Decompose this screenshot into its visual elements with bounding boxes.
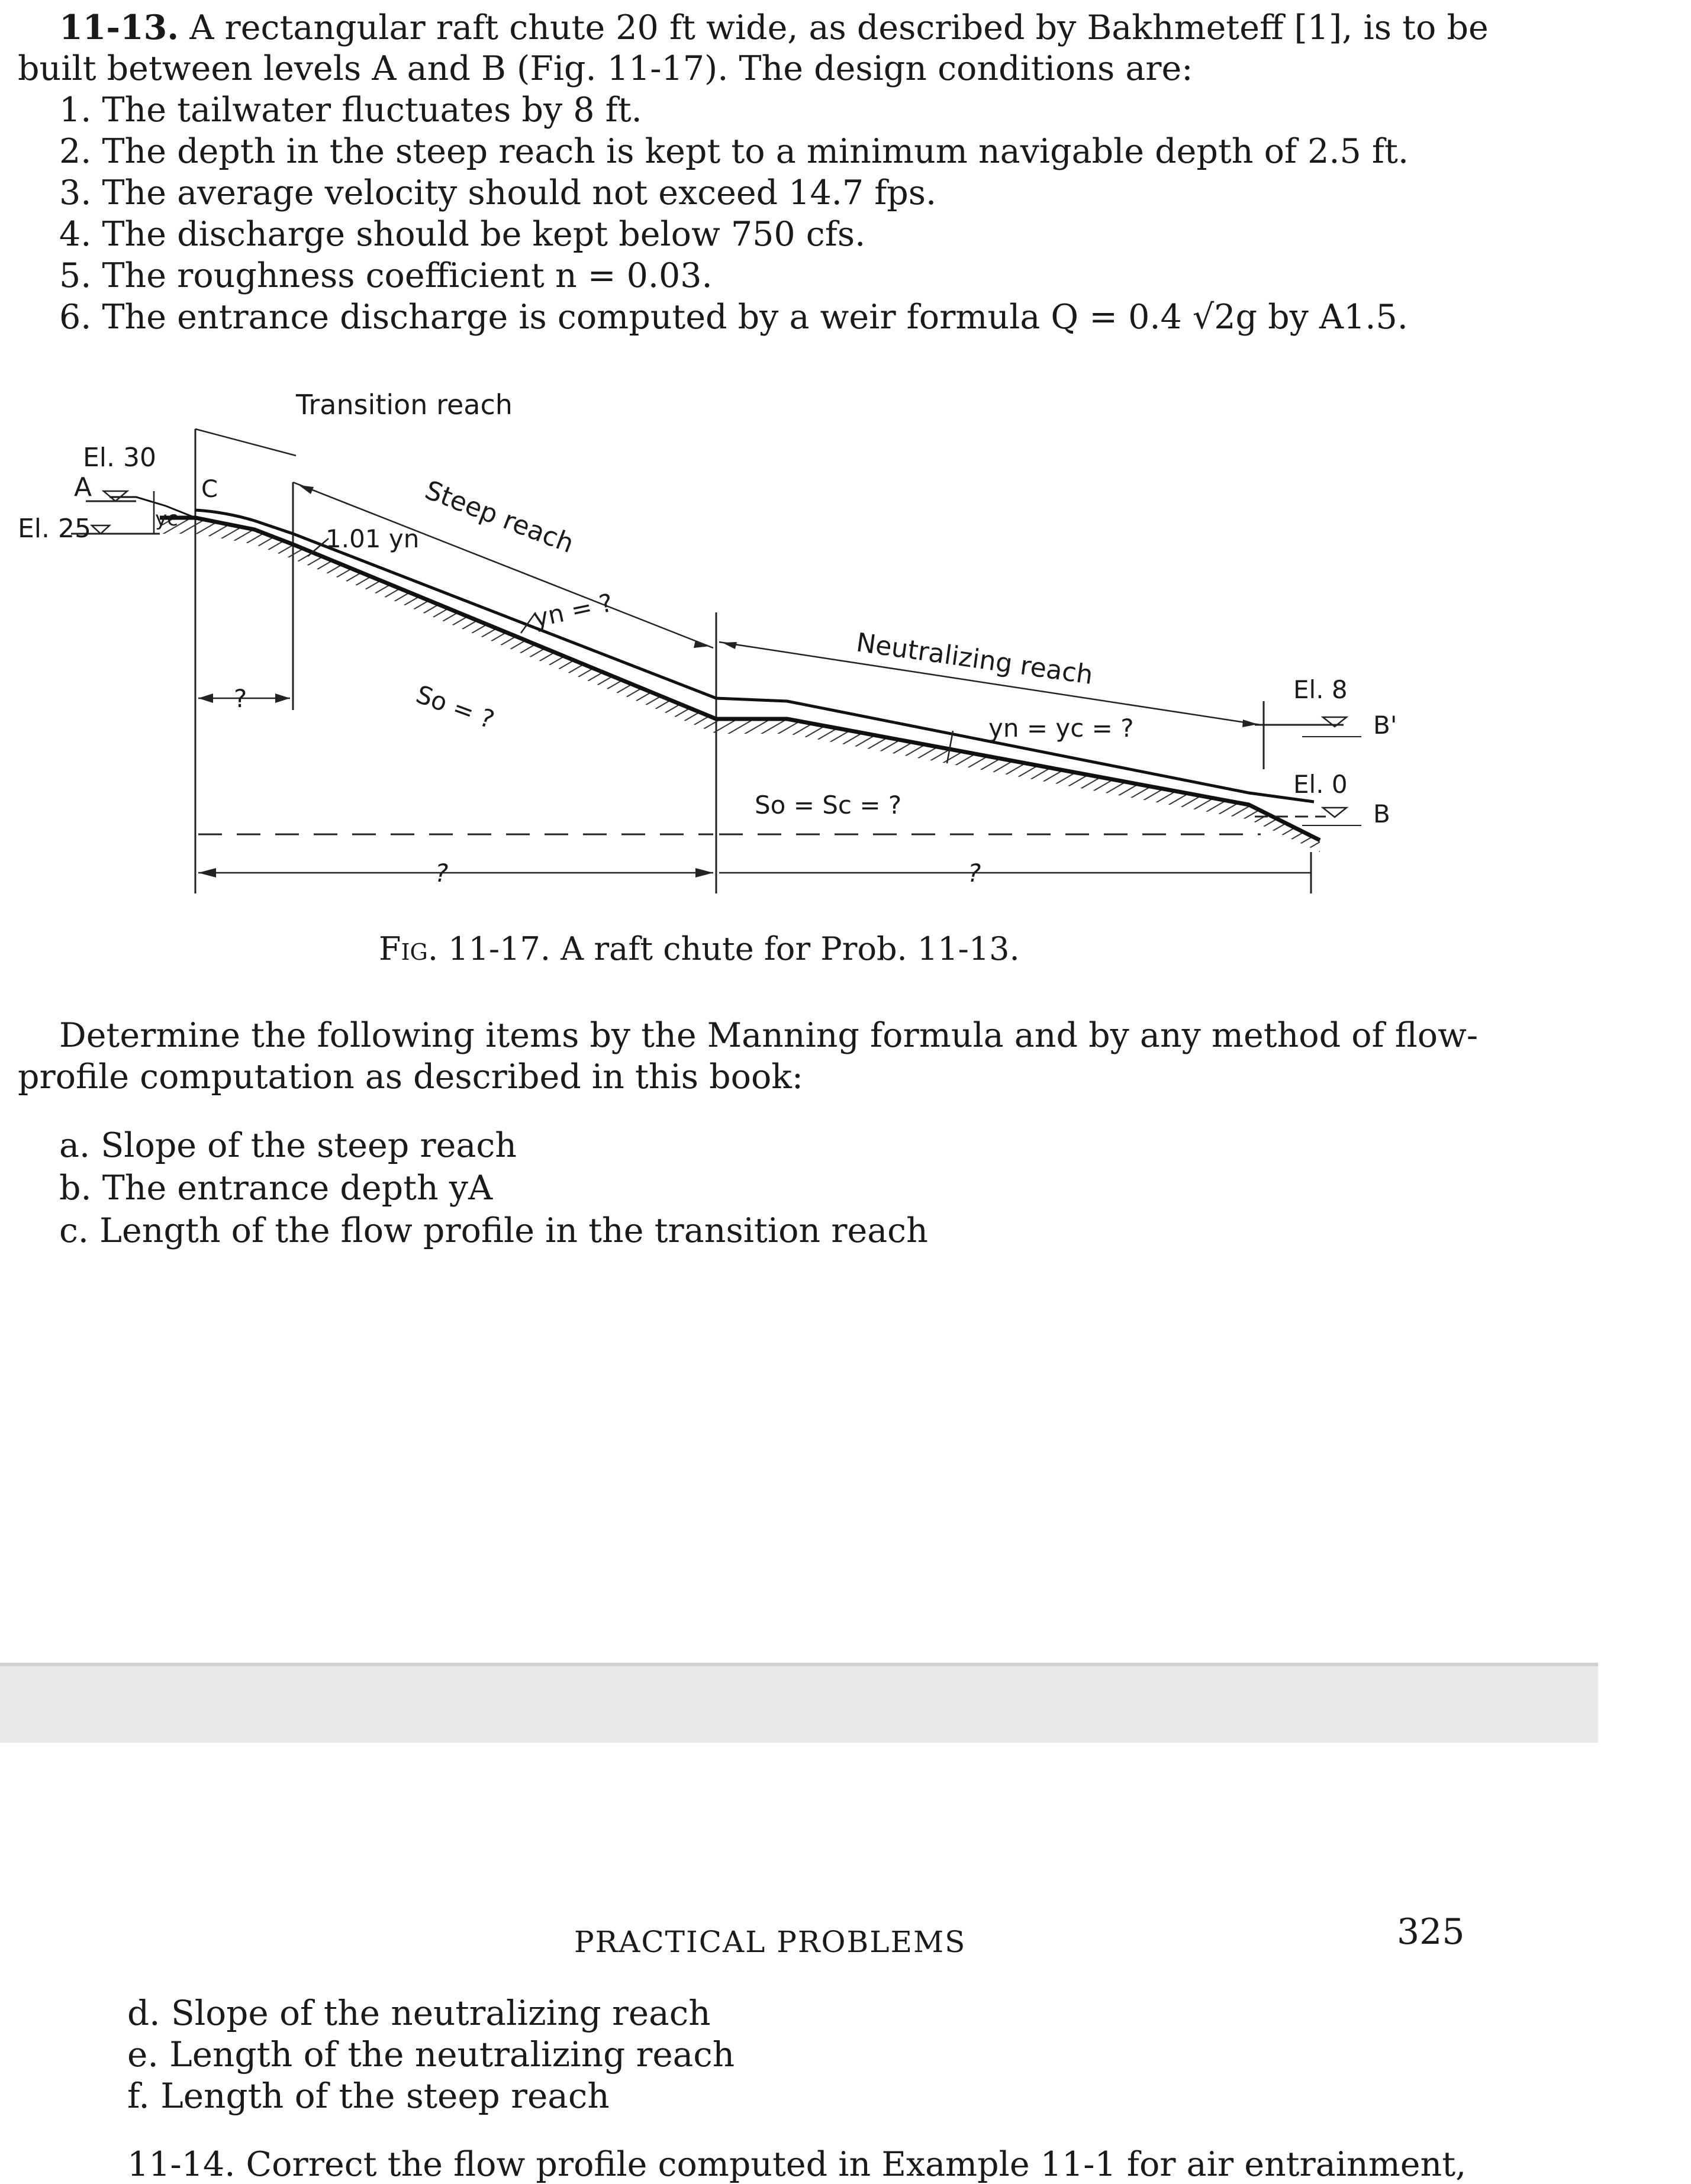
water-surface-profile (195, 510, 1314, 802)
problem-intro-line1: 11-13. A rectangular raft chute 20 ft wide, as described by Bakhmeteff [1], is to be (59, 8, 1489, 47)
point-b-prime-label: B' (1373, 711, 1397, 740)
transition-reach-dim (195, 429, 296, 456)
figure-caption: Fig. 11-17. A raft chute for Prob. 11-13. (379, 930, 1020, 967)
condition-item: 2. The depth in the steep reach is kept to a minimum navigable depth of 2.5 ft. (59, 132, 1409, 171)
water-surface-entrance (109, 497, 195, 518)
determine-line2: profile computation as described in this book: (18, 1057, 804, 1096)
so-sc-question-label: So = Sc = ? (755, 791, 902, 820)
el-25-label: El. 25 (18, 514, 91, 544)
steep-reach-label: Steep reach (421, 475, 578, 560)
running-head: PRACTICAL PROBLEMS (574, 1925, 967, 1959)
neutralizing-length-question: ? (968, 859, 981, 888)
item-d: d. Slope of the neutralizing reach (127, 1993, 711, 2033)
depth-101-yn-label: 1.01 yn (326, 524, 420, 553)
raft-chute-figure (0, 379, 1397, 923)
item-b: b. The entrance depth yA (59, 1169, 493, 1208)
item-f: f. Length of the steep reach (127, 2076, 610, 2116)
el-30-label: El. 30 (83, 443, 156, 473)
page-margin (1598, 0, 1691, 2181)
transition-reach-label: Transition reach (296, 389, 513, 421)
el-8-label: El. 8 (1293, 675, 1348, 704)
el-25-triangle (92, 525, 109, 534)
condition-item: 3. The average velocity should not exceed 14.7 fps. (59, 173, 937, 212)
page-gap (0, 1663, 1598, 1746)
point-a-label: A (74, 472, 92, 502)
transition-length-question: ? (234, 684, 247, 713)
channel-bed-hatching (160, 518, 1320, 852)
point-b-label: B (1373, 799, 1390, 828)
point-c-label: C (201, 476, 218, 503)
el-0-triangle (1323, 808, 1347, 817)
condition-item: 5. The roughness coefficient n = 0.03. (59, 256, 713, 295)
condition-item: 6. The entrance discharge is computed by a weir formula Q = 0.4 √2g by A1.5. (59, 298, 1408, 337)
next-problem-line: 11-14. Correct the flow profile computed in Example 11-1 for air entrainment, (127, 2145, 1467, 2184)
condition-item: 1. The tailwater fluctuates by 8 ft. (59, 91, 642, 130)
so-question-label: So = ? (412, 679, 498, 735)
yn-question-label: yn = ? (530, 588, 616, 633)
problem-intro-line2: built between levels A and B (Fig. 11-17). The design conditions are: (18, 49, 1193, 88)
neutralizing-reach-label: Neutralizing reach (854, 627, 1095, 691)
el-0-label: El. 0 (1293, 770, 1348, 799)
item-a: a. Slope of the steep reach (59, 1126, 517, 1165)
condition-item: 4. The discharge should be kept below 750 cfs. (59, 215, 866, 254)
item-e: e. Length of the neutralizing reach (127, 2034, 735, 2075)
item-c: c. Length of the flow profile in the transition reach (59, 1211, 928, 1250)
yn-yc-question-label: yn = yc = ? (988, 714, 1134, 743)
yc-label: yc (155, 507, 178, 531)
steep-length-question: ? (435, 859, 449, 888)
page-number: 325 (1397, 1911, 1465, 1953)
determine-line1: Determine the following items by the Manning formula and by any method of flow- (59, 1016, 1479, 1055)
